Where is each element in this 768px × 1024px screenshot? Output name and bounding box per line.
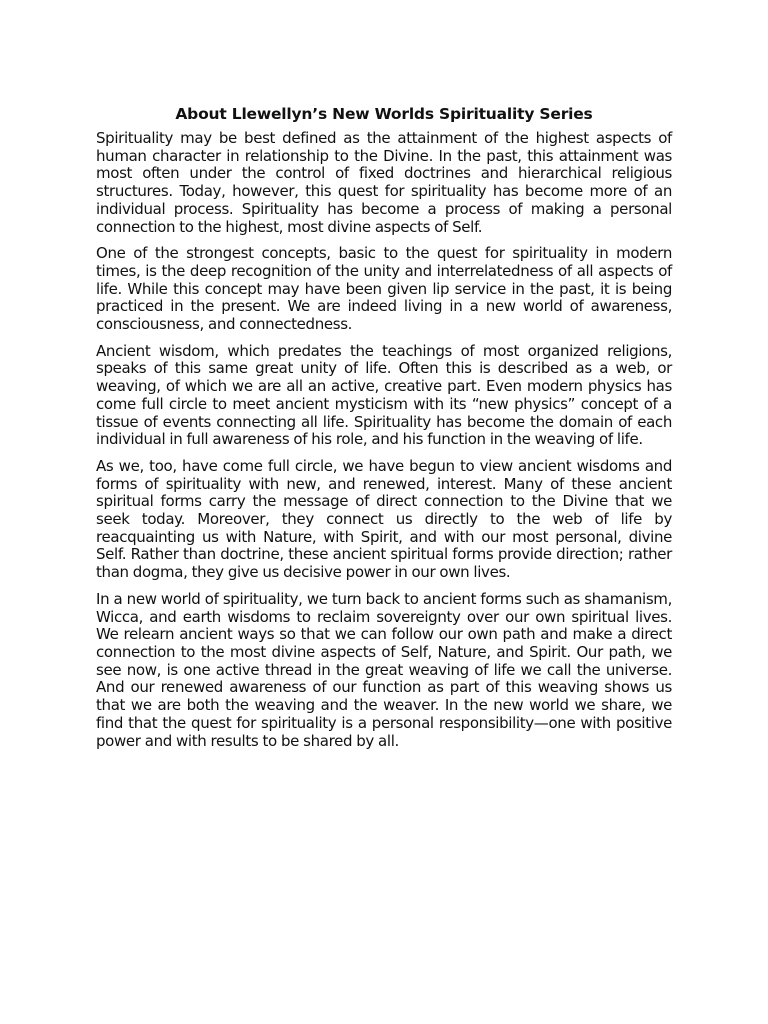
paragraph-2: One of the strongest concepts, basic to the quest for spirituality in modern times, is the deep recognition of the unity and interrelatedness of all aspects of life. While this concept may have been given lip service in the past, it is being practiced in the present. We are indeed living in a new world of awareness, consciousness, and connectedness. [96, 244, 672, 334]
page-title: About Llewellyn’s New Worlds Spirituality Series [175, 105, 593, 123]
paragraph-3: Ancient wisdom, which predates the teachings of most organized religions, speaks of this same great unity of life. Often this is described as a web, or weaving, of which we are all an active, creative part. Even modern physics has come full circle to meet ancient mysticism with its “new physics” concept of a tissue of events connecting all life. Spirituality has become the domain of each individual in full awareness of his role, and his function in the weaving of life. [96, 341, 672, 449]
paragraph-1: Spirituality may be best defined as the attainment of the highest aspects of human character in relationship to the Divine. In the past, this attainment was most often under the control of fixed doctrines and hierarchical religious structures. Today, however, this quest for spirituality has become more of an individual process. Spirituality has become a process of making a personal connection to the highest, most divine aspects of Self. [96, 129, 672, 236]
paragraph-5: In a new world of spirituality, we turn back to ancient forms such as shamanism, Wicca, and earth wisdoms to reclaim sovereignty over our own spiritual lives. We relearn ancient ways so that we can follow our own path and make a direct connection to the most divine aspects of Self, Nature, and Spirit. Our path, we see now, is one active thread in the great weaving of life we call the universe. And our renewed awareness of our function as part of this weaving shows us that we are both the weaving and the weaver. In the new world we share, we find that the quest for spirituality is a personal responsibility—one with positive power and with results to be shared by all. [96, 589, 672, 750]
document-page [96, 104, 672, 759]
paragraph-4: As we, too, have come full circle, we have begun to view ancient wisdoms and forms of spirituality with new, and renewed, interest. Many of these ancient spiritual forms carry the message of direct connection to the Divine that we seek today. Moreover, they connect us directly to the web of life by reacquainting us with Nature, with Spirit, and with our most personal, divine Self. Rather than doctrine, these ancient spiritual forms provide direction; rather than dogma, they give us decisive power in our own lives. [96, 456, 672, 582]
